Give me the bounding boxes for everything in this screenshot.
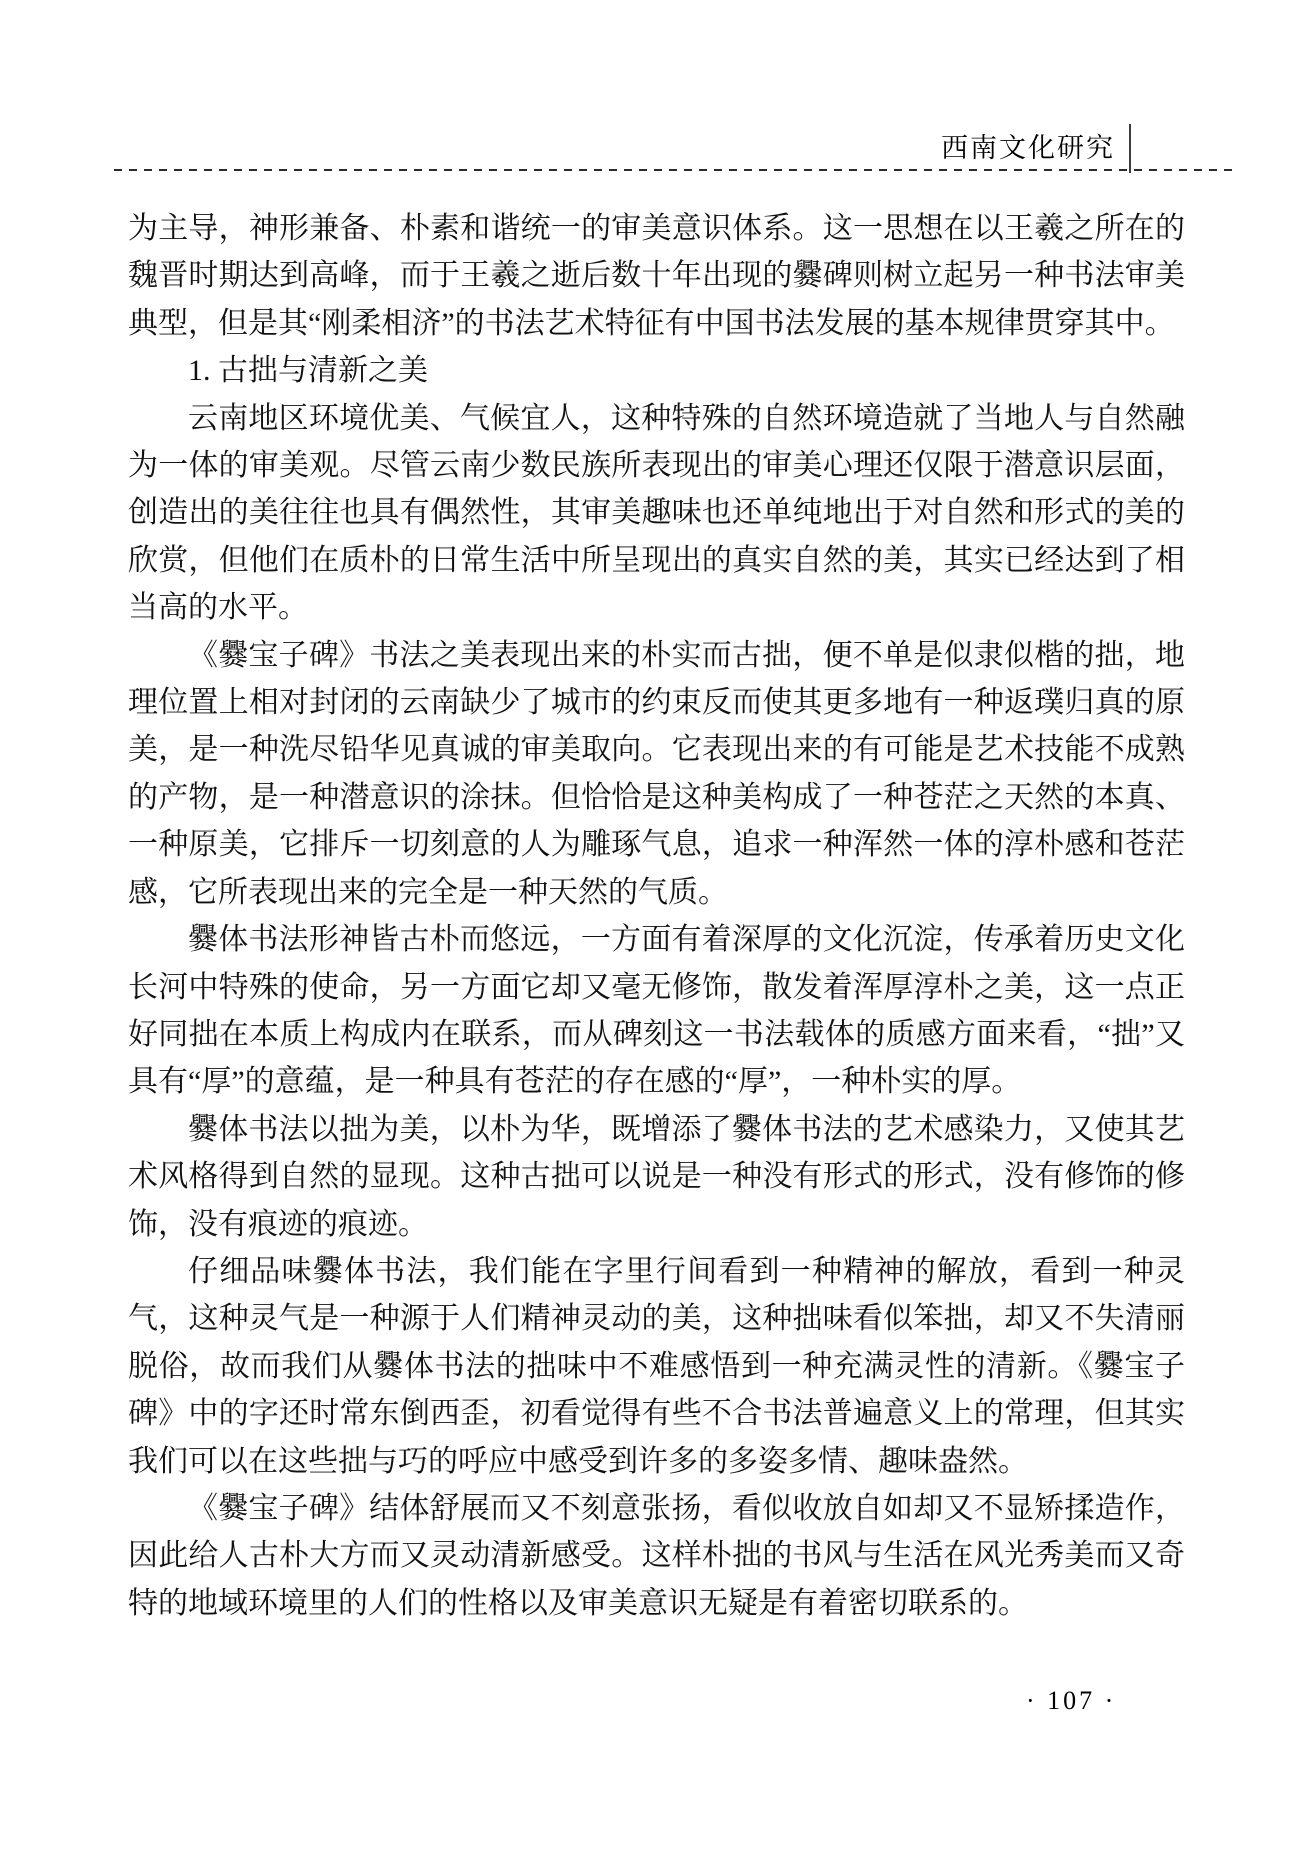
header-divider-vertical	[1129, 124, 1131, 173]
header-rule-dashed	[114, 169, 1236, 171]
journal-title: 西南文化研究	[941, 133, 1115, 163]
paragraph: 《爨宝子碑》书法之美表现出来的朴实而古拙，便不单是似隶似楷的拙，地理位置上相对封闭的云南缺少了城市的约束反而使其更多地有一种返璞归真的原美，是一种洗尽铅华见真诚的审美取向。它表现出来的有可能是艺术技能不成熟的产物，是一种潜意识的涂抹。但恰恰是这种美构成了一种苍茫之天然的本真、一种原美，它排斥一切刻意的人为雕琢气息，追求一种浑然一体的淳朴感和苍茫感，它所表现出来的完全是一种天然的气质。	[128, 638, 1185, 909]
page-number: · 107 ·	[1026, 1686, 1117, 1715]
paragraph-continuation: 为主导，神形兼备、朴素和谐统一的审美意识体系。这一思想在以王羲之所在的魏晋时期达到高峰，而于王羲之逝后数十年出现的爨碑则树立起另一种书法审美典型，但是其“刚柔相济”的书法艺术特征有中国书法发展的基本规律贯穿其中。	[128, 212, 1185, 340]
section-heading: 1. 古拙与清新之美	[188, 354, 428, 388]
paragraph: 仔细品味爨体书法，我们能在字里行间看到一种精神的解放，看到一种灵气，这种灵气是一种源于人们精神灵动的美，这种拙味看似笨拙，却又不失清丽脱俗，故而我们从爨体书法的拙味中不难感悟到一种充满灵性的清新。《爨宝子碑》中的字还时常东倒西歪，初看觉得有些不合书法普遍意义上的常理，但其实我们可以在这些拙与巧的呼应中感受到许多的多姿多情、趣味盎然。	[128, 1254, 1185, 1478]
article-body	[128, 205, 1185, 1627]
paragraph: 爨体书法形神皆古朴而悠远，一方面有着深厚的文化沉淀，传承着历史文化长河中特殊的使命，另一方面它却又毫无修饰，散发着浑厚淳朴之美，这一点正好同拙在本质上构成内在联系，而从碑刻这一书法载体的质感方面来看，“拙”又具有“厚”的意蕴，是一种具有苍茫的存在感的“厚”，一种朴实的厚。	[128, 923, 1185, 1099]
paragraph: 《爨宝子碑》结体舒展而又不刻意张扬，看似收放自如却又不显矫揉造作，因此给人古朴大方而又灵动清新感受。这样朴拙的书风与生活在风光秀美而又奇特的地域环境里的人们的性格以及审美意识无疑是有着密切联系的。	[128, 1491, 1185, 1620]
paragraph: 云南地区环境优美、气候宜人，这种特殊的自然环境造就了当地人与自然融为一体的审美观。尽管云南少数民族所表现出的审美心理还仅限于潜意识层面，创造出的美往往也具有偶然性，其审美趣味也还单纯地出于对自然和形式的美的欣赏，但他们在质朴的日常生活中所呈现出的真实自然的美，其实已经达到了相当高的水平。	[128, 401, 1185, 625]
paragraph: 爨体书法以拙为美，以朴为华，既增添了爨体书法的艺术感染力，又使其艺术风格得到自然的显现。这种古拙可以说是一种没有形式的形式，没有修饰的修饰，没有痕迹的痕迹。	[128, 1112, 1185, 1241]
